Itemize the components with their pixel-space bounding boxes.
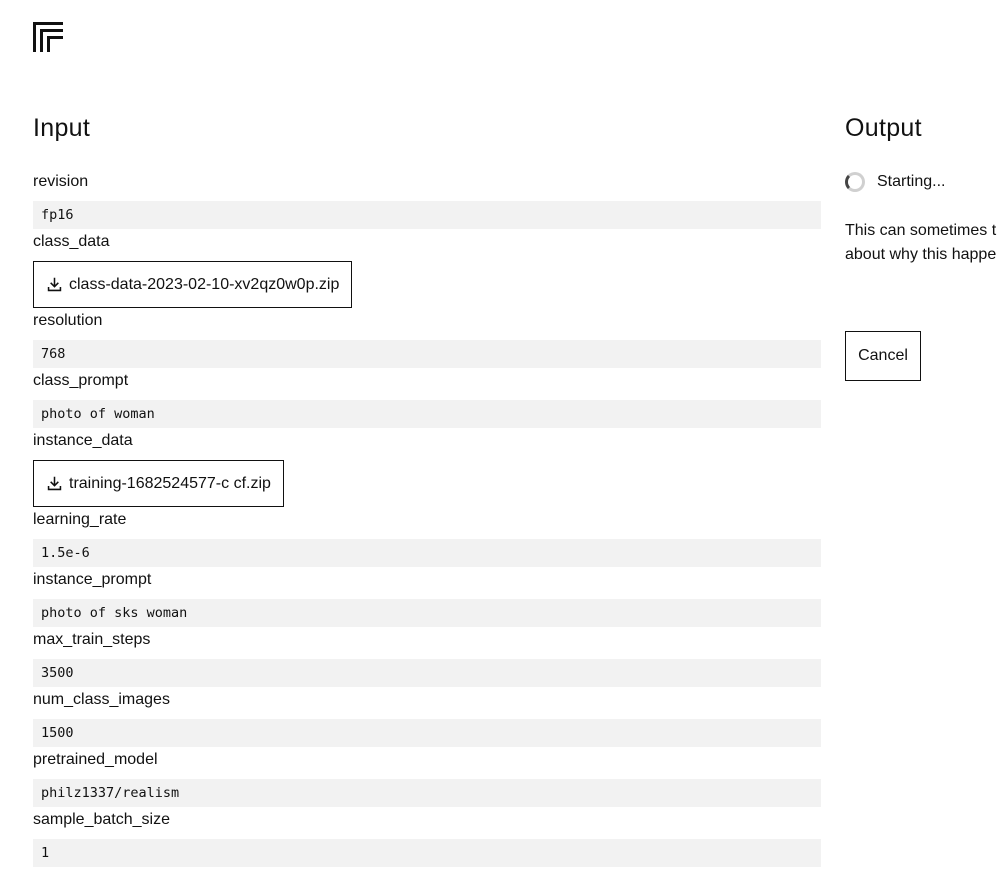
resolution-value: 768 [33, 340, 821, 368]
max-train-steps-label: max_train_steps [33, 631, 151, 648]
status-row [845, 172, 1000, 192]
loading-spinner-icon [845, 172, 865, 192]
download-icon [46, 475, 63, 492]
max-train-steps-value: 3500 [33, 659, 821, 687]
instance-data-label: instance_data [33, 432, 133, 449]
status-text: Starting... [877, 173, 946, 190]
pretrained-model-value: philz1337/realism [33, 779, 821, 807]
sample-batch-size-value: 1 [33, 839, 821, 867]
instance-prompt-label: instance_prompt [33, 571, 152, 588]
num-class-images-label: num_class_images [33, 691, 170, 708]
output-title: Output [845, 114, 922, 142]
status-note [845, 219, 1000, 267]
instance-data-download-button[interactable] [33, 460, 284, 507]
class-data-file-name: class-data-2023-02-10-xv2qz0w0p.zip [69, 275, 340, 293]
class-data-label: class_data [33, 233, 110, 250]
pretrained-model-label: pretrained_model [33, 751, 158, 768]
instance-data-file-name: training-1682524577-c cf.zip [69, 474, 271, 492]
learning-rate-value: 1.5e-6 [33, 539, 821, 567]
input-panel [33, 112, 821, 867]
revision-label: revision [33, 173, 89, 190]
download-icon [46, 276, 63, 293]
sample-batch-size-label: sample_batch_size [33, 811, 170, 828]
cancel-button[interactable]: Cancel [845, 331, 921, 381]
resolution-label: resolution [33, 312, 103, 329]
revision-value: fp16 [33, 201, 821, 229]
output-panel [845, 112, 1000, 381]
input-title: Input [33, 114, 91, 142]
num-class-images-value: 1500 [33, 719, 821, 747]
class-data-download-button[interactable] [33, 261, 352, 308]
status-note-line: about why this happe [845, 246, 997, 263]
replicate-logo-icon[interactable] [33, 22, 63, 52]
class-prompt-value: photo of woman [33, 400, 821, 428]
learning-rate-label: learning_rate [33, 511, 127, 528]
status-note-line: This can sometimes t [845, 222, 997, 239]
instance-prompt-value: photo of sks woman [33, 599, 821, 627]
class-prompt-label: class_prompt [33, 372, 129, 389]
